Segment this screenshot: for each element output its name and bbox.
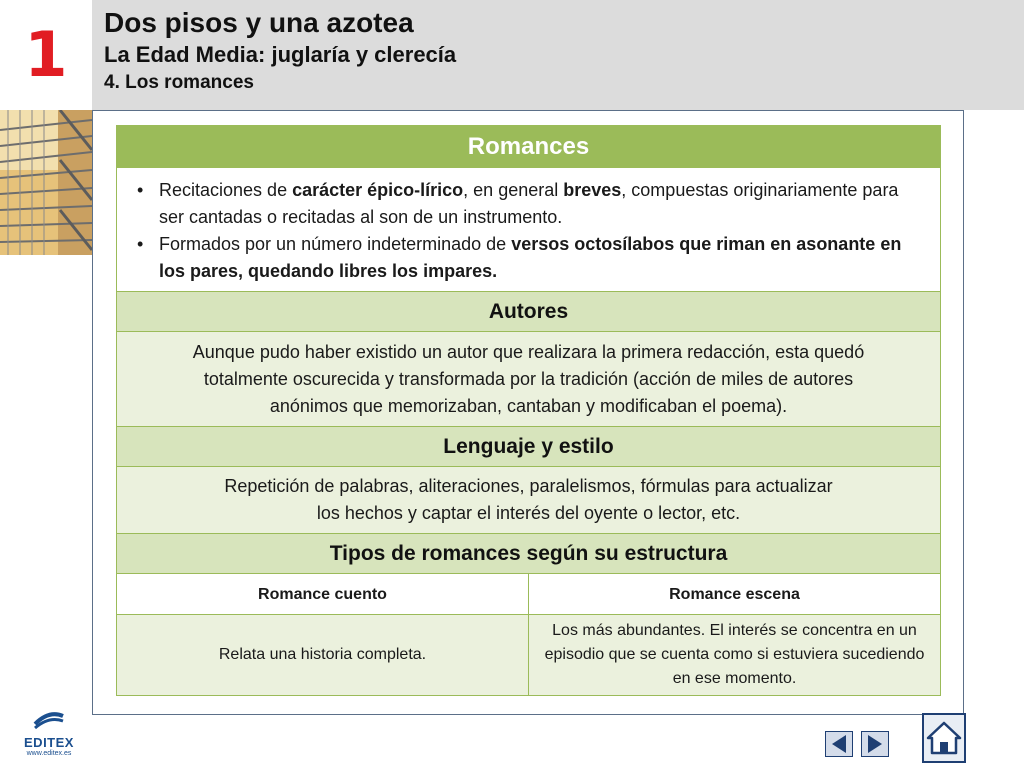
romances-table <box>116 125 941 696</box>
authors-text <box>117 332 940 427</box>
romances-bullet-list <box>129 177 928 285</box>
type-name: Romance cuento <box>117 574 528 615</box>
editex-logo <box>14 708 84 763</box>
text-run: , en general <box>463 180 564 200</box>
type-column <box>528 574 940 695</box>
style-line: Repetición de palabras, aliteraciones, paralelismos, fórmulas para actualizar <box>224 476 833 496</box>
text-run: Recitaciones de <box>159 180 293 200</box>
triangle-right-icon <box>862 732 888 756</box>
authors-heading: Autores <box>117 292 940 332</box>
type-description: Relata una historia completa. <box>117 615 528 695</box>
authors-line: anónimos que memorizaban, cantaban y modificaban el poema). <box>269 396 788 416</box>
previous-button[interactable] <box>825 731 853 757</box>
types-heading: Tipos de romances según su estructura <box>117 534 940 574</box>
section-title: 4. Los romances <box>104 72 254 93</box>
text-run: , compuestas originariamente para ser cantadas o recitadas al son de un instrumento. <box>159 180 899 227</box>
authors-line: Aunque pudo haber existido un autor que realizara la primera redacción, esta quedó <box>192 342 865 362</box>
text-run: Formados por un número indeterminado de <box>159 234 512 254</box>
style-text <box>117 467 940 534</box>
logo-url: www.editex.es <box>26 750 72 757</box>
type-name: Romance escena <box>529 574 940 615</box>
style-line: los hechos y captar el interés del oyente o lector, etc. <box>316 503 741 523</box>
type-column <box>117 574 528 695</box>
next-button[interactable] <box>861 731 889 757</box>
page-subtitle: La Edad Media: juglaría y clerecía <box>104 42 457 67</box>
page-header <box>92 0 1024 110</box>
logo-name: EDITEX <box>24 735 74 750</box>
romances-bullet <box>129 177 928 231</box>
types-table <box>117 574 940 695</box>
romances-bullet <box>129 231 928 285</box>
page-title: Dos pisos y una azotea <box>104 7 414 38</box>
home-icon <box>924 715 964 761</box>
romances-heading: Romances <box>117 126 940 168</box>
bold-text: versos octosílabos que riman en asonante en los pares, quedando libres los impares. <box>159 234 902 281</box>
editex-logo-icon <box>31 708 67 730</box>
unit-number: 1 <box>0 0 92 110</box>
style-heading: Lenguaje y estilo <box>117 427 940 467</box>
bold-text: carácter épico-lírico <box>292 180 464 200</box>
staircase-image <box>0 110 92 255</box>
bold-text: breves <box>563 180 622 200</box>
romances-description <box>117 168 940 292</box>
type-description: Los más abundantes. El interés se concentra en un episodio que se cuenta como si estuviera sucediendo en ese momento. <box>529 615 940 695</box>
home-button[interactable] <box>922 713 966 763</box>
authors-line: totalmente oscurecida y transformada por la tradición (acción de miles de autores <box>203 369 854 389</box>
triangle-left-icon <box>826 732 852 756</box>
